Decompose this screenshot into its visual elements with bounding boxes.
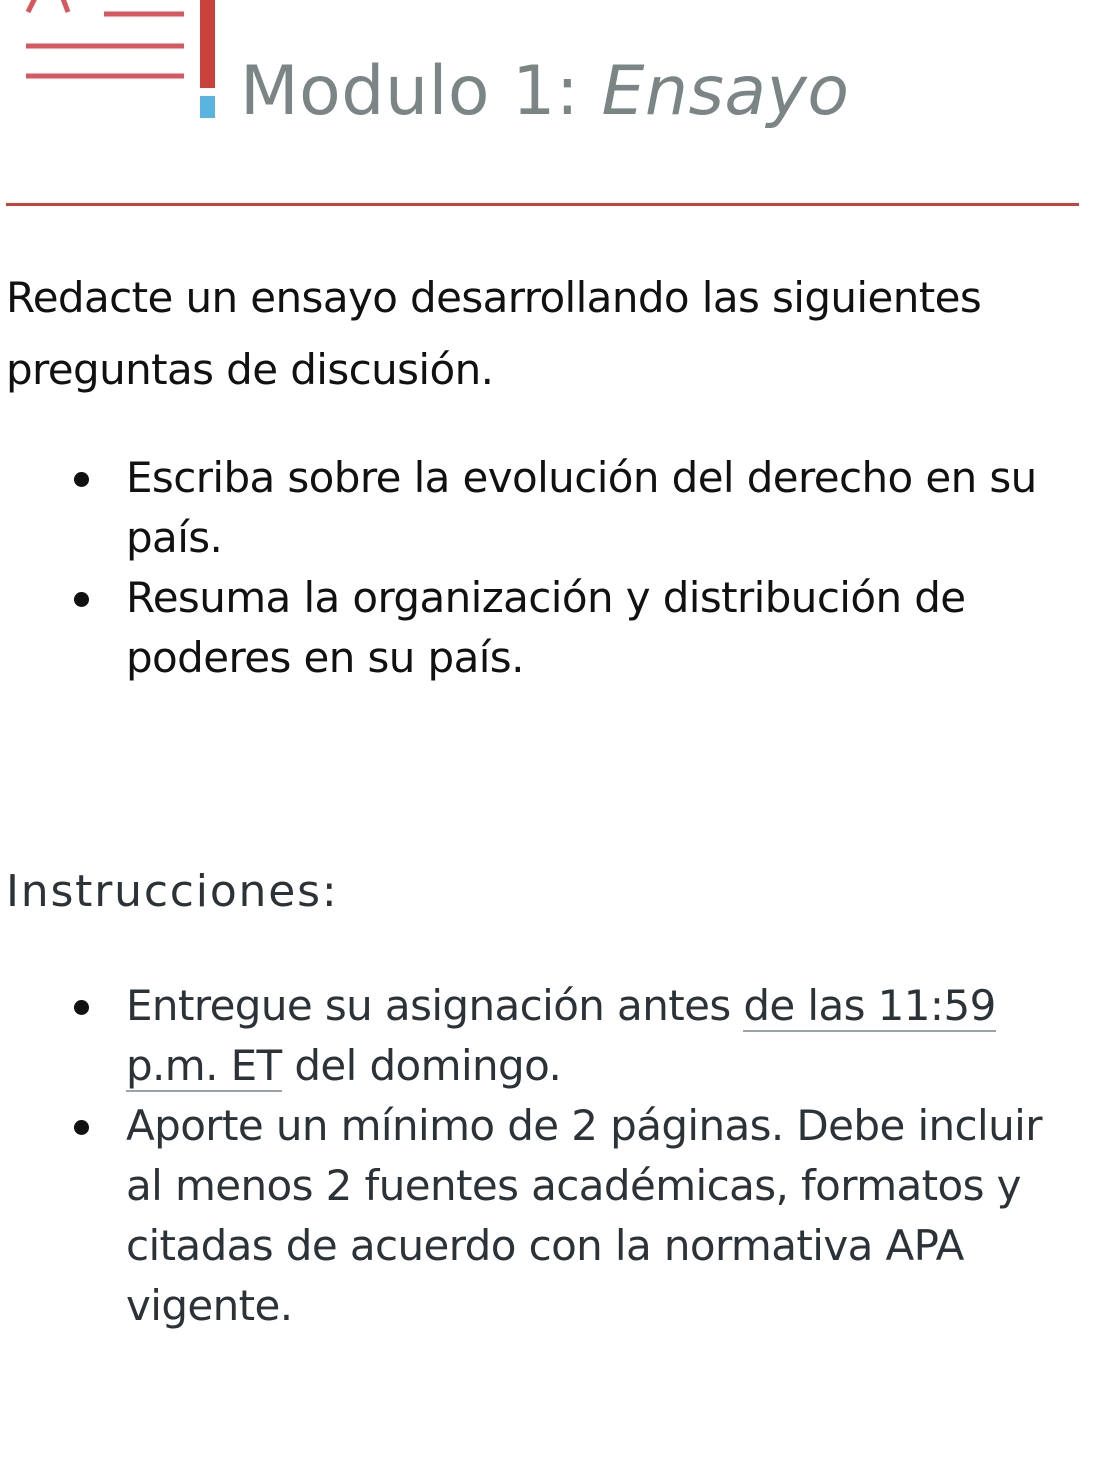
instruction-text: Aporte un mínimo de 2 páginas. Debe incluir al menos 2 fuentes académicas, formatos y citadas de acuerdo con la normativa APA vigente.	[126, 1101, 1042, 1330]
bullet-icon	[74, 592, 89, 607]
list-item	[0, 1096, 1086, 1336]
page-title	[240, 52, 849, 132]
due-date-link[interactable]: de las 11:59 p.m. ET	[126, 981, 996, 1090]
list-item	[0, 976, 1086, 1096]
bullet-icon	[74, 472, 89, 487]
bullet-icon	[74, 1120, 89, 1135]
title-accent: Ensayo	[601, 52, 850, 131]
discussion-list	[0, 448, 1100, 688]
title-prefix: Modulo 1:	[240, 52, 602, 131]
bullet-icon	[74, 1000, 89, 1015]
intro-text: Redacte un ensayo desarrollando las siguientes preguntas de discusión.	[6, 273, 982, 394]
instructions-list	[0, 976, 1100, 1336]
list-item	[0, 448, 1086, 568]
discussion-item-text: Resuma la organización y distribución de poderes en su país.	[126, 573, 966, 682]
instruction-text-after: del domingo.	[281, 1041, 562, 1090]
assignment-icon	[22, 0, 222, 122]
list-item	[0, 568, 1086, 688]
instructions-heading: Instrucciones:	[6, 866, 339, 917]
instruction-text-before: Entregue su asignación antes	[126, 981, 744, 1030]
header-divider	[6, 203, 1079, 206]
page-header	[0, 0, 1115, 140]
discussion-item-text: Escriba sobre la evolución del derecho en su país.	[126, 453, 1037, 562]
